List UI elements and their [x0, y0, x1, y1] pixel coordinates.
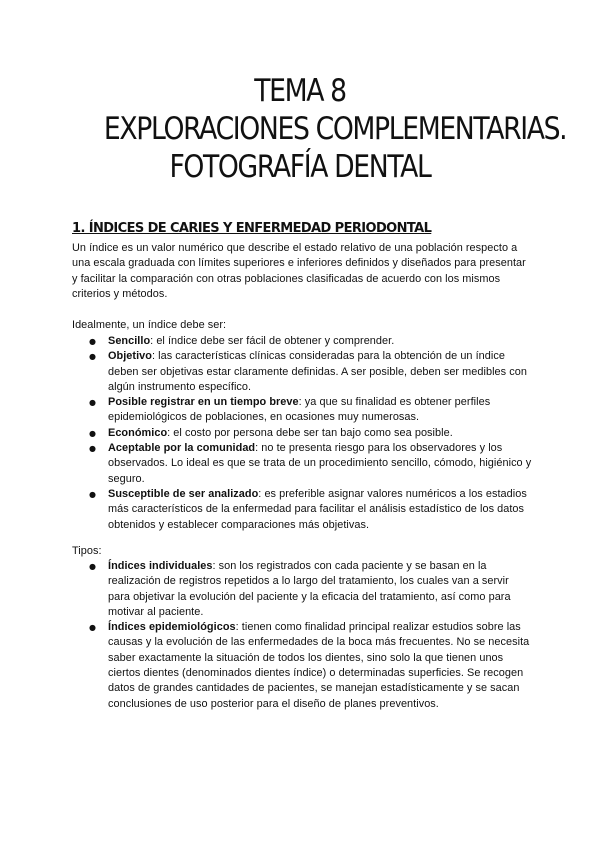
intro-paragraph: Un índice es un valor numérico que describe el estado relativo de una población respecto a una escala graduada con límites superiores e inferiores definidos y diseñados para presentar y facilitar la comparación con otras poblaciones clasificadas de acuerdo con los mismos criterios y métodos.	[72, 242, 526, 300]
list-item-text: : son los registrados con cada paciente y se basan en la realización de registros repetidos a lo largo del tratamiento, los cuales van a servir para objetivar la evolución del paciente y la eficacia del tratamiento, así como para motivar al paciente.	[108, 560, 511, 618]
bullet-icon: ●	[89, 428, 97, 438]
list-item	[72, 395, 532, 426]
list-item	[72, 441, 532, 487]
list-item	[72, 334, 532, 349]
title-line-1: TEMA 8	[254, 73, 346, 109]
list-item-term: Índices epidemiológicos	[108, 621, 236, 634]
list-item-term: Aceptable por la comunidad	[108, 442, 256, 455]
bullet-icon: ●	[89, 337, 97, 346]
title-line-3: FOTOGRAFÍA DENTAL	[169, 149, 431, 185]
list-item-term: Económico	[108, 426, 168, 439]
list-item-term: Objetivo	[108, 350, 152, 363]
bullet-icon: ●	[89, 352, 97, 362]
list-item-term: Sencillo	[108, 335, 151, 347]
list-item-text: : es preferible asignar valores numéricos a los estadios más característicos de la enfermedad para facilitar el análisis estadístico de los datos obtenidos y establecer comparaciones más objetivas.	[108, 487, 527, 531]
list-item-text: : el índice debe ser fácil de obtener y comprender.	[150, 335, 395, 347]
bullet-icon: ●	[89, 623, 97, 633]
list-item-text: : el costo por persona debe ser tan bajo como sea posible.	[167, 426, 453, 439]
list-item-text: : ya que su finalidad es obtener perfiles epidemiológicos de poblaciones, en ocasiones muy numerosas.	[108, 396, 491, 424]
list-item-term: Susceptible de ser analizado	[108, 487, 259, 500]
ideal-label: Idealmente, un índice debe ser:	[72, 319, 227, 331]
page-title	[103, 72, 567, 186]
list-item	[72, 487, 532, 533]
list-item-term: Índices individuales	[108, 560, 213, 572]
list-item	[72, 426, 532, 441]
bullet-icon: ●	[89, 562, 97, 571]
list-item-text: : no te presenta riesgo para los observadores y los observados. Lo ideal es que se trata de un procedimiento sencillo, cómodo, higiénico y seguro.	[108, 442, 532, 485]
list-item-term: Posible registrar en un tiempo breve	[108, 396, 299, 409]
bullet-icon: ●	[89, 489, 97, 499]
list-item	[72, 559, 532, 620]
list-item	[72, 620, 532, 712]
list-item-text: : tienen como finalidad principal realizar estudios sobre las causas y la evolución de las enfermedades de la boca más frecuentes. No se necesita saber exactamente la situación de todos los dientes, sino solo la que tienen unos ciertos dientes (denominados dientes índice) o determinadas superficies. Se recogen datos de grandes cantidades de pacientes, se manejan estadísticamente y se sacan conclusiones de uso posterior para el diseño de planes preventivos.	[108, 621, 530, 710]
tipos-label: Tipos:	[72, 545, 102, 557]
tipos-list	[72, 559, 532, 712]
ideal-list	[72, 334, 532, 533]
section-heading: 1. ÍNDICES DE CARIES Y ENFERMEDAD PERIODONTAL	[72, 221, 432, 236]
title-line-2: EXPLORACIONES COMPLEMENTARIAS.	[103, 111, 567, 147]
list-item	[72, 349, 532, 395]
list-item-text: : las características clínicas consideradas para la obtención de un índice deben ser objetivas estar claramente definidas. A ser posible, deben ser medibles con algún instrumento específico.	[108, 350, 527, 393]
bullet-icon: ●	[89, 444, 97, 454]
bullet-icon: ●	[89, 398, 97, 408]
